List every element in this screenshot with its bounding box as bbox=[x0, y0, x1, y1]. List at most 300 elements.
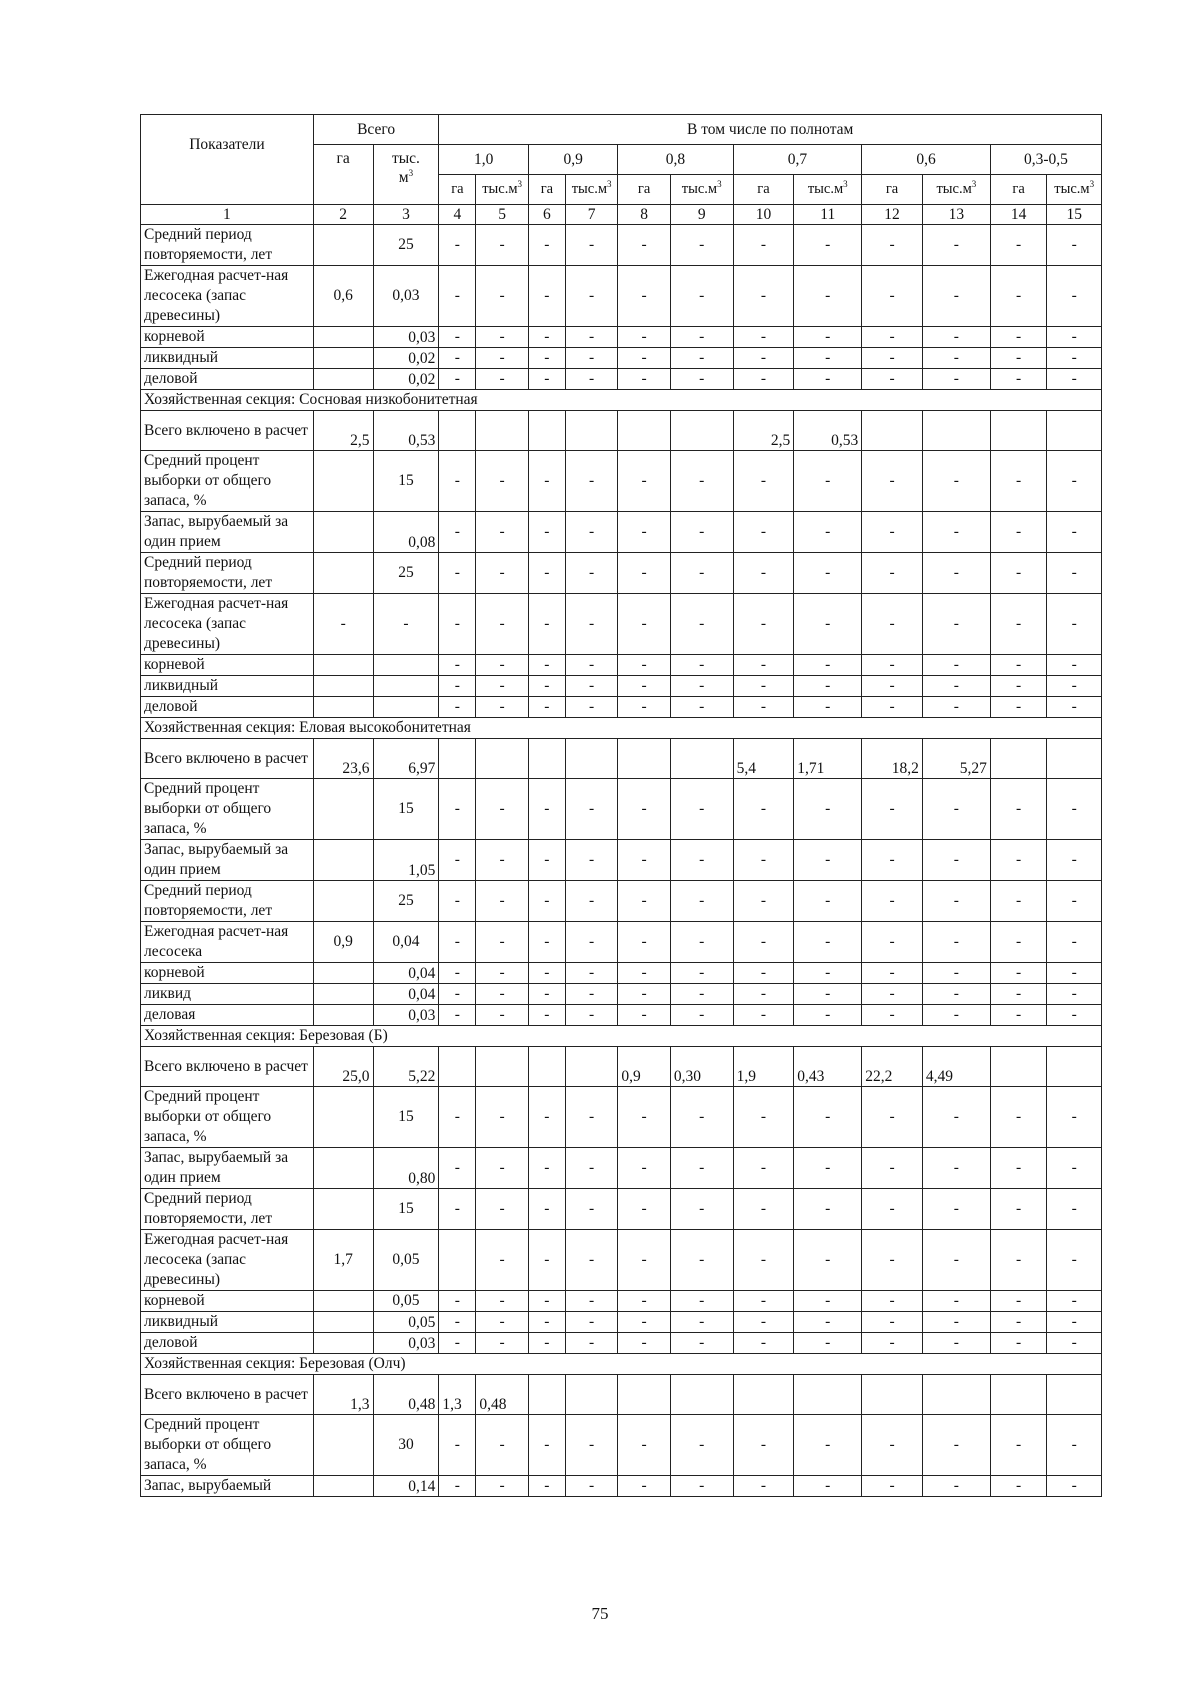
density-cell: - bbox=[439, 1333, 476, 1354]
density-cell: - bbox=[922, 697, 990, 718]
column-number-text: 2 bbox=[339, 206, 348, 223]
total-volume-cell bbox=[373, 1476, 439, 1497]
density-cell: - bbox=[1047, 1148, 1102, 1189]
total-ha-cell bbox=[313, 655, 373, 676]
density-cell: - bbox=[565, 225, 617, 266]
total-volume-cell bbox=[373, 1005, 439, 1026]
density-cell: - bbox=[733, 922, 794, 963]
total-volume-value: 0,02 bbox=[408, 371, 436, 388]
density-cell: - bbox=[1047, 922, 1102, 963]
density-cell: - bbox=[733, 369, 794, 390]
row-label bbox=[141, 739, 314, 779]
density-cell: - bbox=[476, 225, 528, 266]
density-cell: - bbox=[476, 655, 528, 676]
row-label bbox=[141, 922, 314, 963]
superscript-3: 3 bbox=[1089, 179, 1095, 189]
row-label bbox=[141, 225, 314, 266]
row-label-text: деловой bbox=[144, 1334, 198, 1351]
density-cell bbox=[990, 739, 1047, 779]
row-label bbox=[141, 676, 314, 697]
row-label-text: Средний период повторяемости, лет bbox=[144, 882, 273, 919]
density-cell: - bbox=[439, 348, 476, 369]
density-cell: - bbox=[733, 1415, 794, 1476]
density-cell: - bbox=[733, 1087, 794, 1148]
density-cell bbox=[476, 1047, 528, 1087]
density-cell: - bbox=[439, 840, 476, 881]
header-ha-text: га bbox=[1012, 181, 1025, 197]
total-volume-value: 0,80 bbox=[408, 1170, 436, 1187]
column-number-text: 9 bbox=[697, 206, 706, 223]
density-cell: - bbox=[528, 1291, 565, 1312]
density-cell: - bbox=[862, 1476, 923, 1497]
density-cell: - bbox=[794, 1087, 862, 1148]
density-cell: - bbox=[862, 1291, 923, 1312]
table-row bbox=[141, 922, 1102, 963]
density-cell: - bbox=[1047, 984, 1102, 1005]
total-ha-cell bbox=[313, 1087, 373, 1148]
density-cell: - bbox=[922, 1189, 990, 1230]
density-cell: - bbox=[990, 1087, 1047, 1148]
total-ha-cell bbox=[313, 779, 373, 840]
total-ha-value: 2,5 bbox=[350, 432, 370, 449]
table-row bbox=[141, 553, 1102, 594]
density-cell: - bbox=[733, 451, 794, 512]
density-cell: - bbox=[476, 1333, 528, 1354]
density-cell: - bbox=[565, 1189, 617, 1230]
density-cell: - bbox=[476, 1415, 528, 1476]
density-cell: - bbox=[670, 840, 733, 881]
header-density-5 bbox=[990, 145, 1101, 175]
density-cell: - bbox=[565, 676, 617, 697]
total-volume-value: 15 bbox=[398, 1108, 414, 1125]
density-cell: - bbox=[1047, 1415, 1102, 1476]
density-cell: - bbox=[1047, 594, 1102, 655]
header-tm-text: тыс.м bbox=[1054, 181, 1090, 197]
density-cell: - bbox=[670, 266, 733, 327]
density-cell: - bbox=[794, 553, 862, 594]
column-number-4 bbox=[439, 205, 476, 225]
density-value: 0,48 bbox=[479, 1396, 507, 1413]
density-cell: - bbox=[794, 266, 862, 327]
density-cell bbox=[565, 739, 617, 779]
density-cell: - bbox=[528, 1148, 565, 1189]
density-cell: - bbox=[528, 840, 565, 881]
row-label bbox=[141, 348, 314, 369]
density-cell: - bbox=[528, 984, 565, 1005]
density-cell: - bbox=[990, 1333, 1047, 1354]
row-label-text: Средний период повторяемости, лет bbox=[144, 554, 273, 591]
density-cell: - bbox=[618, 881, 670, 922]
header-tm-text: тыс.м bbox=[571, 181, 608, 197]
density-cell: - bbox=[733, 553, 794, 594]
header-ha-5 bbox=[990, 175, 1047, 205]
table-row bbox=[141, 512, 1102, 553]
row-label bbox=[141, 1148, 314, 1189]
row-label-text: ликвидный bbox=[144, 1313, 219, 1330]
column-number-text: 13 bbox=[948, 206, 965, 223]
header-density-text: 1,0 bbox=[473, 151, 494, 168]
total-volume-cell bbox=[373, 840, 439, 881]
total-ha-cell bbox=[313, 881, 373, 922]
header-tm-text: тыс.м bbox=[936, 181, 972, 197]
total-ha-cell bbox=[313, 348, 373, 369]
density-cell: - bbox=[528, 655, 565, 676]
density-cell: - bbox=[990, 512, 1047, 553]
row-label bbox=[141, 1333, 314, 1354]
row-label-text: Запас, вырубаемый bbox=[144, 1477, 272, 1494]
density-cell: - bbox=[528, 1189, 565, 1230]
total-ha-value: 1,7 bbox=[333, 1251, 353, 1268]
density-cell: - bbox=[862, 512, 923, 553]
column-number-text: 3 bbox=[402, 206, 410, 223]
density-cell bbox=[439, 739, 476, 779]
density-cell: - bbox=[794, 512, 862, 553]
density-cell bbox=[565, 1375, 617, 1415]
density-cell: - bbox=[990, 451, 1047, 512]
density-cell: - bbox=[618, 1415, 670, 1476]
row-label-text: Ежегодная расчет-ная лесосека bbox=[144, 923, 289, 960]
section-title bbox=[141, 1354, 1102, 1375]
row-label bbox=[141, 1291, 314, 1312]
row-label bbox=[141, 655, 314, 676]
density-cell: - bbox=[733, 1005, 794, 1026]
total-volume-cell bbox=[373, 225, 439, 266]
row-label bbox=[141, 1005, 314, 1026]
density-cell: - bbox=[528, 451, 565, 512]
density-cell: - bbox=[439, 225, 476, 266]
density-cell: - bbox=[476, 1476, 528, 1497]
density-cell: - bbox=[922, 594, 990, 655]
page-number: 75 bbox=[591, 1604, 609, 1623]
density-cell: - bbox=[670, 369, 733, 390]
density-cell: - bbox=[476, 451, 528, 512]
density-cell bbox=[794, 1375, 862, 1415]
density-cell: - bbox=[794, 922, 862, 963]
superscript-3: 3 bbox=[717, 179, 722, 189]
density-cell: - bbox=[618, 1291, 670, 1312]
density-cell: - bbox=[922, 881, 990, 922]
density-cell: - bbox=[439, 594, 476, 655]
density-cell: - bbox=[670, 1476, 733, 1497]
total-volume-value: 0,03 bbox=[408, 1335, 436, 1352]
section-title bbox=[141, 1026, 1102, 1047]
header-total bbox=[313, 115, 439, 145]
density-cell: - bbox=[794, 676, 862, 697]
density-cell: - bbox=[922, 369, 990, 390]
density-cell bbox=[922, 739, 990, 779]
density-cell: - bbox=[794, 369, 862, 390]
total-volume-cell bbox=[373, 1291, 439, 1312]
header-density-text: 0,7 bbox=[787, 151, 808, 168]
density-cell bbox=[618, 1230, 670, 1291]
row-label bbox=[141, 697, 314, 718]
total-ha-cell bbox=[313, 451, 373, 512]
density-cell: - bbox=[439, 963, 476, 984]
density-cell: - bbox=[670, 963, 733, 984]
total-ha-cell bbox=[313, 922, 373, 963]
density-value: 1,3 bbox=[442, 1396, 462, 1413]
density-cell: - bbox=[990, 676, 1047, 697]
density-cell: - bbox=[618, 512, 670, 553]
density-cell: - bbox=[439, 1148, 476, 1189]
density-cell: - bbox=[618, 553, 670, 594]
row-label bbox=[141, 1047, 314, 1087]
density-cell: - bbox=[733, 881, 794, 922]
total-ha-cell bbox=[313, 697, 373, 718]
total-volume-value: 6,97 bbox=[408, 760, 436, 777]
density-cell: - bbox=[733, 840, 794, 881]
total-volume-cell bbox=[373, 881, 439, 922]
row-label-text: корневой bbox=[144, 328, 205, 345]
density-cell bbox=[476, 739, 528, 779]
density-cell: - bbox=[439, 553, 476, 594]
total-ha-cell bbox=[313, 1415, 373, 1476]
total-volume-value: 0,03 bbox=[392, 287, 420, 304]
density-cell: - bbox=[794, 1415, 862, 1476]
density-cell bbox=[1047, 1230, 1102, 1291]
density-cell: - bbox=[1047, 327, 1102, 348]
density-cell: - bbox=[670, 553, 733, 594]
density-cell: - bbox=[990, 266, 1047, 327]
total-volume-value: 0,03 bbox=[408, 1007, 436, 1024]
row-label-text: ликвидный bbox=[144, 677, 219, 694]
density-cell: - bbox=[862, 1312, 923, 1333]
total-volume-cell bbox=[373, 676, 439, 697]
column-number-11 bbox=[794, 205, 862, 225]
density-cell: - bbox=[794, 1148, 862, 1189]
row-label-text: Запас, вырубаемый за один прием bbox=[144, 841, 289, 878]
density-cell: - bbox=[862, 1333, 923, 1354]
column-number-3 bbox=[373, 205, 439, 225]
density-cell bbox=[922, 1047, 990, 1087]
table-row bbox=[141, 1312, 1102, 1333]
header-ha-3 bbox=[733, 175, 794, 205]
density-cell: - bbox=[439, 697, 476, 718]
density-cell bbox=[439, 1375, 476, 1415]
total-ha-value: 0,9 bbox=[333, 933, 353, 950]
density-cell: - bbox=[476, 348, 528, 369]
density-value: - bbox=[953, 1251, 959, 1268]
header-density-4 bbox=[862, 145, 991, 175]
header-density-text: 0,3-0,5 bbox=[1023, 151, 1068, 168]
density-cell: - bbox=[670, 348, 733, 369]
density-cell: - bbox=[439, 512, 476, 553]
column-number-1 bbox=[141, 205, 314, 225]
row-label bbox=[141, 1230, 314, 1291]
density-cell bbox=[862, 1230, 923, 1291]
density-cell: - bbox=[990, 697, 1047, 718]
density-cell: - bbox=[670, 594, 733, 655]
density-cell: - bbox=[670, 1005, 733, 1026]
density-cell: - bbox=[862, 266, 923, 327]
total-volume-cell bbox=[373, 963, 439, 984]
total-volume-value: 0,02 bbox=[408, 350, 436, 367]
density-cell: - bbox=[618, 369, 670, 390]
total-volume-value: 1,05 bbox=[408, 862, 436, 879]
density-cell: - bbox=[476, 1148, 528, 1189]
density-cell: - bbox=[439, 984, 476, 1005]
row-label-text: ликвид bbox=[144, 985, 192, 1002]
density-cell: - bbox=[862, 1415, 923, 1476]
density-cell: - bbox=[670, 676, 733, 697]
density-cell: - bbox=[618, 1312, 670, 1333]
density-cell: - bbox=[476, 963, 528, 984]
density-cell bbox=[618, 411, 670, 451]
density-cell: - bbox=[439, 327, 476, 348]
row-label bbox=[141, 553, 314, 594]
density-cell: - bbox=[990, 369, 1047, 390]
density-cell: - bbox=[794, 594, 862, 655]
section-title bbox=[141, 390, 1102, 411]
density-cell: - bbox=[439, 1312, 476, 1333]
density-cell: - bbox=[565, 266, 617, 327]
density-cell: - bbox=[862, 1087, 923, 1148]
row-label bbox=[141, 1476, 314, 1497]
total-ha-cell bbox=[313, 225, 373, 266]
density-cell: - bbox=[922, 348, 990, 369]
density-cell: - bbox=[990, 1005, 1047, 1026]
row-label-text: корневой bbox=[144, 656, 205, 673]
density-cell bbox=[922, 411, 990, 451]
row-label-text: корневой bbox=[144, 964, 205, 981]
table-row bbox=[141, 676, 1102, 697]
density-cell: - bbox=[476, 369, 528, 390]
density-cell: - bbox=[1047, 1476, 1102, 1497]
density-cell: - bbox=[794, 697, 862, 718]
row-label bbox=[141, 1087, 314, 1148]
column-number-text: 4 bbox=[453, 206, 462, 223]
density-cell bbox=[733, 1230, 794, 1291]
document-page bbox=[140, 114, 1102, 1497]
total-ha-value: 23,6 bbox=[342, 760, 370, 777]
table-row bbox=[141, 840, 1102, 881]
density-cell bbox=[528, 739, 565, 779]
total-volume-value: - bbox=[403, 615, 409, 632]
total-ha-cell bbox=[313, 1333, 373, 1354]
density-value: - bbox=[1016, 1251, 1022, 1268]
table-row bbox=[141, 225, 1102, 266]
density-cell: - bbox=[618, 922, 670, 963]
table-row bbox=[141, 266, 1102, 327]
density-cell: - bbox=[794, 881, 862, 922]
total-ha-cell bbox=[313, 594, 373, 655]
density-cell bbox=[922, 1230, 990, 1291]
density-cell: - bbox=[565, 451, 617, 512]
density-cell: - bbox=[476, 1189, 528, 1230]
column-number-text: 15 bbox=[1066, 206, 1082, 223]
density-cell: - bbox=[794, 779, 862, 840]
density-cell: - bbox=[990, 594, 1047, 655]
total-ha-value: 0,6 bbox=[333, 287, 353, 304]
table-row bbox=[141, 1476, 1102, 1497]
header-density-text: 0,6 bbox=[916, 151, 936, 168]
total-volume-value: 0,05 bbox=[408, 1314, 436, 1331]
density-cell: - bbox=[922, 266, 990, 327]
density-cell: - bbox=[990, 881, 1047, 922]
density-value: 4,49 bbox=[925, 1068, 954, 1085]
density-cell bbox=[1047, 739, 1102, 779]
density-cell: - bbox=[618, 779, 670, 840]
row-label bbox=[141, 1375, 314, 1415]
row-label-text: Средний процент выборки от общего запаса, % bbox=[144, 1088, 272, 1145]
total-volume-value: 25 bbox=[398, 564, 414, 581]
density-cell: - bbox=[922, 963, 990, 984]
density-cell: - bbox=[670, 327, 733, 348]
total-volume-value: 15 bbox=[398, 1200, 414, 1217]
row-label-text: Средний процент выборки от общего запаса, % bbox=[144, 780, 272, 837]
header-ha-2 bbox=[618, 175, 670, 205]
density-cell: - bbox=[565, 1476, 617, 1497]
row-label-text: Всего включено в расчет bbox=[144, 421, 308, 439]
total-volume-cell bbox=[373, 922, 439, 963]
row-label bbox=[141, 512, 314, 553]
density-cell: - bbox=[565, 1148, 617, 1189]
total-volume-cell bbox=[373, 1333, 439, 1354]
column-number-text: 5 bbox=[498, 206, 507, 223]
density-cell: - bbox=[618, 327, 670, 348]
total-volume-cell bbox=[373, 553, 439, 594]
header-density-text: 0,9 bbox=[563, 151, 583, 168]
density-cell: - bbox=[922, 1087, 990, 1148]
density-cell: - bbox=[476, 881, 528, 922]
total-volume-cell bbox=[373, 369, 439, 390]
density-cell: - bbox=[862, 1005, 923, 1026]
density-cell: - bbox=[670, 1087, 733, 1148]
header-thous-m3-0 bbox=[476, 175, 528, 205]
density-cell: - bbox=[922, 1415, 990, 1476]
density-cell bbox=[922, 1375, 990, 1415]
total-ha-cell bbox=[313, 1312, 373, 1333]
density-cell: - bbox=[794, 1291, 862, 1312]
total-volume-cell bbox=[373, 1148, 439, 1189]
density-cell: - bbox=[528, 553, 565, 594]
density-cell: - bbox=[862, 655, 923, 676]
density-value: - bbox=[499, 1251, 505, 1268]
density-cell: - bbox=[733, 984, 794, 1005]
density-cell bbox=[670, 411, 733, 451]
row-label bbox=[141, 369, 314, 390]
header-row-1 bbox=[141, 115, 1102, 145]
density-cell: - bbox=[439, 779, 476, 840]
table-row bbox=[141, 1148, 1102, 1189]
header-thous-m3-4 bbox=[922, 175, 990, 205]
density-cell bbox=[528, 1375, 565, 1415]
column-number-text: 11 bbox=[820, 206, 836, 223]
header-by-density-text: В том числе по полнотам bbox=[687, 121, 854, 138]
density-cell: - bbox=[565, 840, 617, 881]
density-cell: - bbox=[990, 984, 1047, 1005]
density-cell bbox=[990, 1375, 1047, 1415]
density-cell: - bbox=[439, 676, 476, 697]
header-m-text: м bbox=[398, 169, 409, 186]
total-volume-value: 15 bbox=[398, 800, 414, 817]
total-volume-value: 0,04 bbox=[408, 986, 436, 1003]
row-label bbox=[141, 840, 314, 881]
density-cell: - bbox=[618, 1005, 670, 1026]
total-volume-cell bbox=[373, 1047, 439, 1087]
density-cell: - bbox=[1047, 225, 1102, 266]
table-row bbox=[141, 984, 1102, 1005]
header-thous-m3-2 bbox=[670, 175, 733, 205]
density-cell: - bbox=[670, 984, 733, 1005]
density-cell bbox=[990, 1047, 1047, 1087]
density-cell: - bbox=[1047, 1333, 1102, 1354]
density-cell: - bbox=[439, 881, 476, 922]
header-ha-text: га bbox=[757, 181, 770, 197]
table-row bbox=[141, 1291, 1102, 1312]
density-value: 2,5 bbox=[770, 432, 791, 449]
table-row bbox=[141, 1375, 1102, 1415]
